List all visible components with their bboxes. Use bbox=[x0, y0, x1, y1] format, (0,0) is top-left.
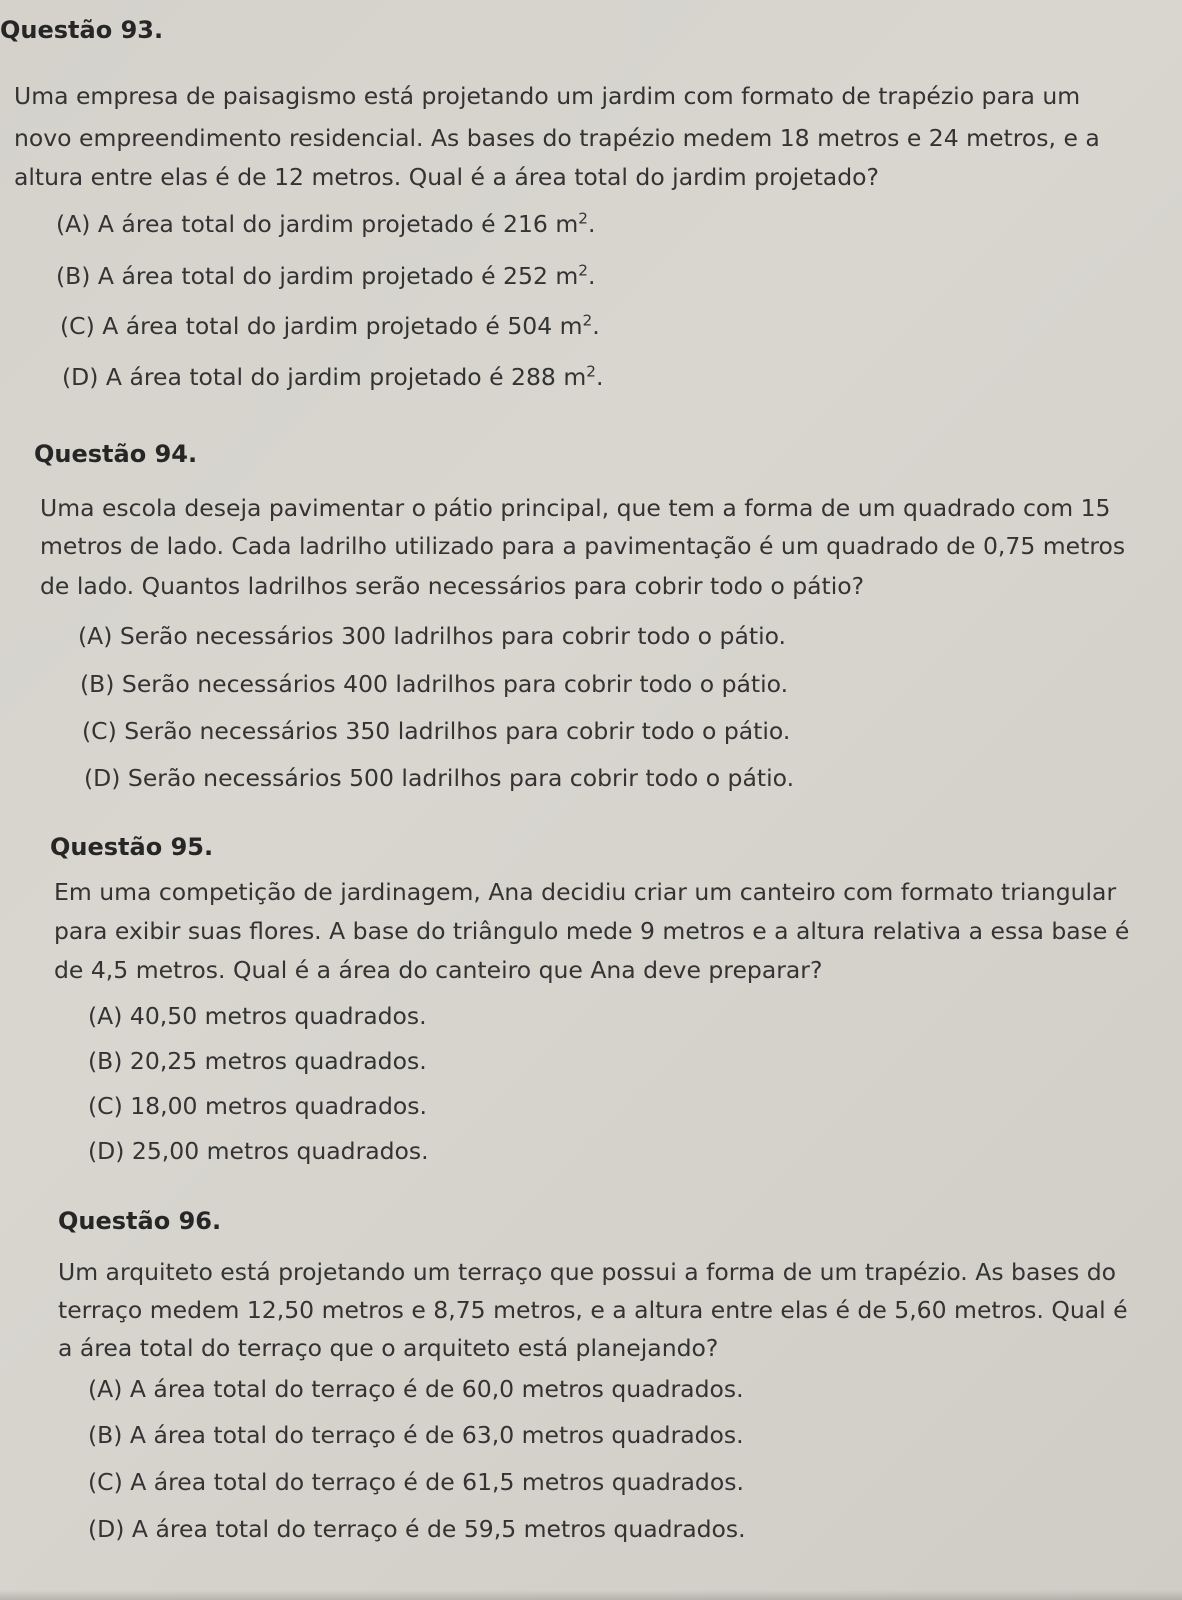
question-text-line: para exibir suas flores. A base do triângulo mede 9 metros e a altura relativa a essa base é bbox=[54, 917, 1130, 945]
question-text-line: Em uma competição de jardinagem, Ana decidiu criar um canteiro com formato triangular bbox=[54, 878, 1117, 906]
option-a[interactable]: (A) Serão necessários 300 ladrilhos para cobrir todo o pátio. bbox=[78, 622, 787, 650]
option-a[interactable] bbox=[56, 210, 595, 238]
option-b[interactable]: (B) 20,25 metros quadrados. bbox=[88, 1047, 427, 1075]
question-title: Questão 95. bbox=[50, 833, 214, 861]
question-title: Questão 96. bbox=[58, 1207, 222, 1235]
option-a[interactable]: (A) A área total do terraço é de 60,0 metros quadrados. bbox=[88, 1375, 744, 1403]
option-superscript: 2 bbox=[578, 261, 588, 280]
question-title: Questão 93. bbox=[0, 16, 164, 44]
option-text: (B) A área total do jardim projetado é 252 m bbox=[56, 262, 579, 290]
option-text: (D) A área total do jardim projetado é 288 m bbox=[62, 363, 587, 391]
option-b[interactable]: (B) Serão necessários 400 ladrilhos para cobrir todo o pátio. bbox=[80, 670, 789, 698]
question-text-line: Uma empresa de paisagismo está projetando um jardim com formato de trapézio para um bbox=[14, 82, 1081, 110]
option-end: . bbox=[595, 363, 604, 391]
option-a[interactable]: (A) 40,50 metros quadrados. bbox=[88, 1002, 427, 1030]
option-superscript: 2 bbox=[582, 311, 593, 330]
option-d[interactable] bbox=[62, 363, 603, 391]
option-d[interactable]: (D) 25,00 metros quadrados. bbox=[88, 1137, 429, 1165]
option-end: . bbox=[587, 262, 596, 290]
page-bottom-shadow bbox=[0, 1590, 1182, 1600]
question-title: Questão 94. bbox=[34, 440, 198, 468]
option-b[interactable]: (B) A área total do terraço é de 63,0 metros quadrados. bbox=[88, 1421, 744, 1449]
option-text: (A) A área total do jardim projetado é 216 m bbox=[56, 210, 579, 238]
question-text-line: de lado. Quantos ladrilhos serão necessários para cobrir todo o pátio? bbox=[40, 572, 865, 600]
option-c[interactable]: (C) 18,00 metros quadrados. bbox=[88, 1092, 427, 1120]
question-text-line: novo empreendimento residencial. As bases do trapézio medem 18 metros e 24 metros, e a bbox=[14, 124, 1100, 152]
option-end: . bbox=[587, 210, 596, 238]
option-end: . bbox=[592, 312, 600, 340]
question-text-line: a área total do terraço que o arquiteto está planejando? bbox=[58, 1334, 719, 1362]
option-c[interactable]: (C) Serão necessários 350 ladrilhos para cobrir todo o pátio. bbox=[82, 717, 791, 745]
question-text-line: Uma escola deseja pavimentar o pátio principal, que tem a forma de um quadrado com 15 bbox=[40, 494, 1111, 522]
question-text-line: terraço medem 12,50 metros e 8,75 metros, e a altura entre elas é de 5,60 metros. Qual é bbox=[58, 1296, 1128, 1324]
option-superscript: 2 bbox=[578, 209, 588, 228]
option-d[interactable]: (D) A área total do terraço é de 59,5 metros quadrados. bbox=[88, 1515, 746, 1543]
option-d[interactable]: (D) Serão necessários 500 ladrilhos para cobrir todo o pátio. bbox=[84, 764, 795, 792]
option-text: (C) A área total do jardim projetado é 504 m bbox=[60, 312, 583, 340]
question-text-line: altura entre elas é de 12 metros. Qual é a área total do jardim projetado? bbox=[14, 163, 879, 191]
option-superscript: 2 bbox=[586, 362, 596, 381]
option-b[interactable] bbox=[56, 262, 595, 290]
question-text-line: Um arquiteto está projetando um terraço que possui a forma de um trapézio. As bases do bbox=[58, 1258, 1117, 1286]
question-text-line: metros de lado. Cada ladrilho utilizado para a pavimentação é um quadrado de 0,75 metros bbox=[40, 532, 1126, 560]
option-c[interactable]: (C) A área total do terraço é de 61,5 metros quadrados. bbox=[88, 1468, 744, 1496]
option-c[interactable] bbox=[60, 312, 600, 340]
question-text-line: de 4,5 metros. Qual é a área do canteiro que Ana deve preparar? bbox=[54, 956, 823, 984]
